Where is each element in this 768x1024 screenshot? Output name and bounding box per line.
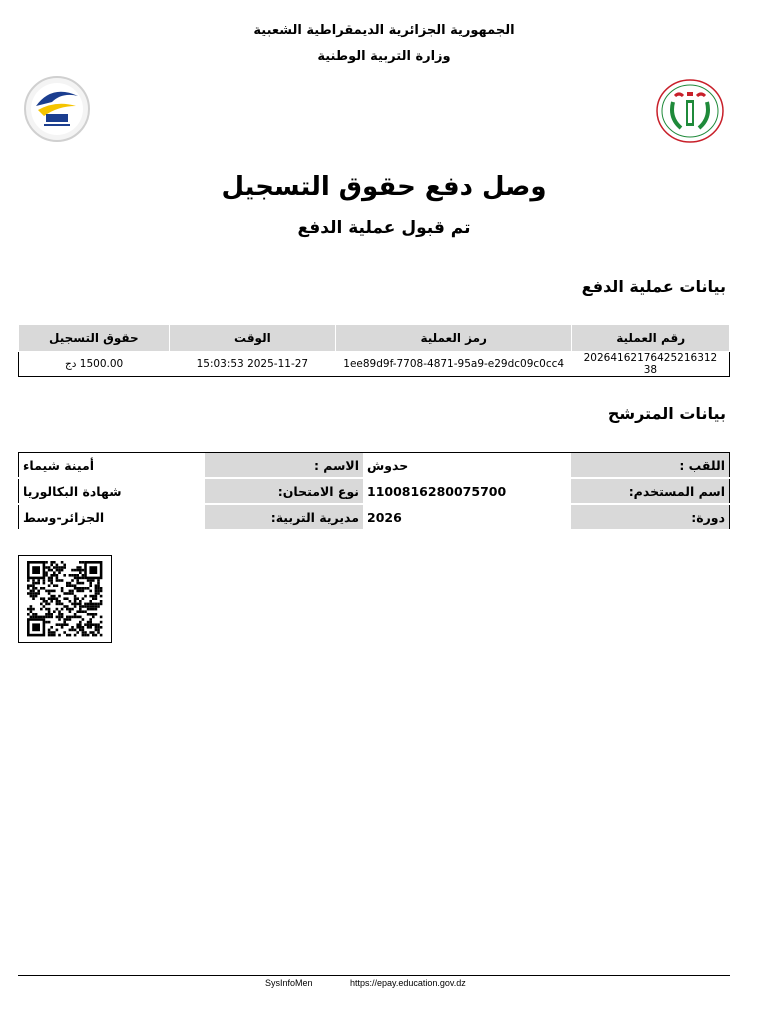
session-label: دورة: (571, 504, 730, 530)
table-row (19, 453, 730, 479)
page-title: وصل دفع حقوق التسجيل (221, 172, 547, 202)
exam-type-value: شهادة البكالوريا (19, 478, 206, 504)
table-header-row (19, 325, 730, 352)
surname-value: حدوش (363, 453, 571, 479)
footer-system: SysInfoMen (265, 978, 313, 988)
col-operation-code: رمز العملية (336, 325, 572, 352)
operation-number: 20264162176425216312 38 (583, 352, 718, 376)
name-label: الاسم : (205, 453, 363, 479)
candidate-table (18, 452, 730, 531)
payment-table (18, 324, 730, 377)
directorate-value: الجزائر-وسط (19, 504, 206, 530)
operation-time: 15:03:53 2025-11-27 (196, 358, 309, 370)
table-row (19, 352, 730, 377)
algerie-poste-logo (22, 76, 92, 142)
ministry-education-logo (655, 78, 725, 144)
col-time: الوقت (169, 325, 335, 352)
exam-type-label: نوع الامتحان: (205, 478, 363, 504)
session-value: 2026 (363, 504, 571, 530)
payment-section-heading: بيانات عملية الدفع (581, 277, 726, 296)
name-value: أمينة شيماء (19, 453, 206, 479)
username-label: اسم المستخدم: (571, 478, 730, 504)
col-operation-number: رقم العملية (572, 325, 730, 352)
table-row (19, 478, 730, 504)
directorate-label: مديرية التربية: (205, 504, 363, 530)
footer-divider (18, 975, 730, 976)
surname-label: اللقب : (571, 453, 730, 479)
republic-header: الجمهورية الجزائرية الديمقراطية الشعبية (253, 23, 515, 38)
footer-url: https://epay.education.gov.dz (350, 978, 466, 988)
payment-status: تم قبول عملية الدفع (297, 218, 471, 238)
username-value: 1100816280075700 (363, 478, 571, 504)
registration-fee: 1500.00 دج (64, 358, 124, 370)
operation-code: 1ee89d9f-7708-4871-95a9-e29dc09c0cc4 (343, 358, 565, 370)
ministry-header: وزارة التربية الوطنية (317, 49, 451, 64)
table-row (19, 504, 730, 530)
col-registration-fee: حقوق التسجيل (19, 325, 170, 352)
candidate-section-heading: بيانات المترشح (607, 404, 726, 423)
qr-code (18, 555, 112, 643)
